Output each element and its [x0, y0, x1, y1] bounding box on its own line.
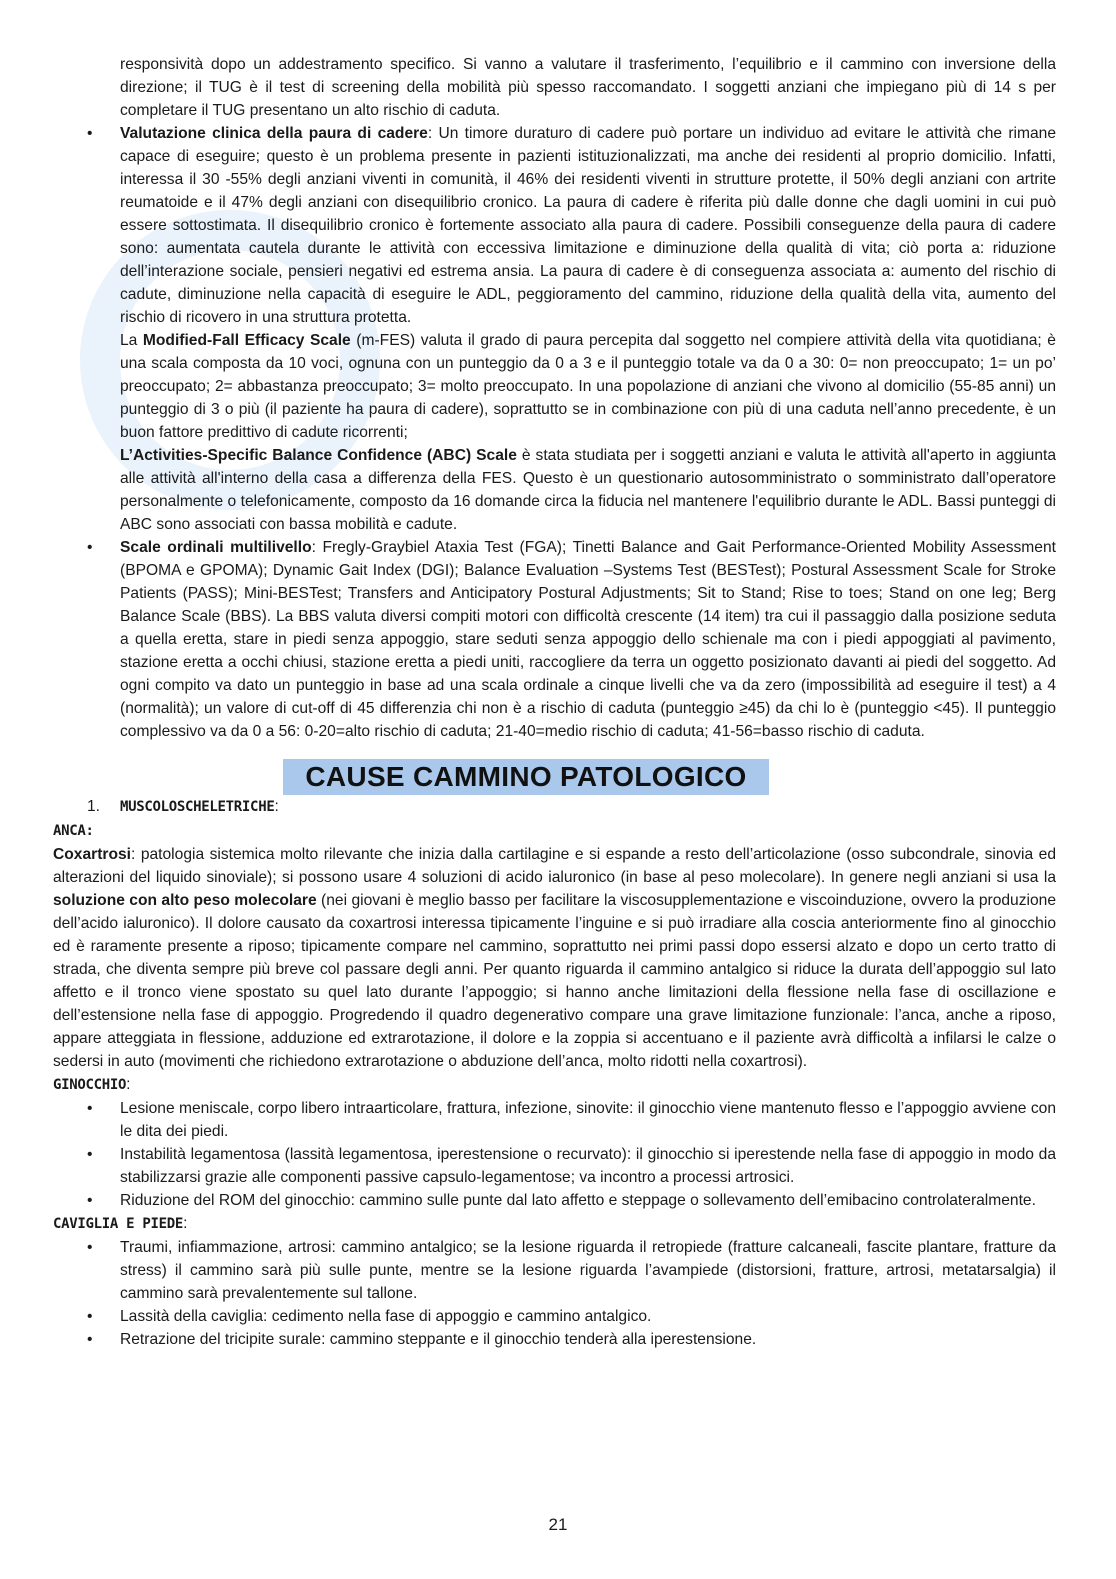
paragraph	[53, 329, 1056, 444]
bullet-item	[53, 536, 1056, 743]
bullet-item	[53, 1189, 1056, 1212]
bullet-icon: •	[87, 1192, 93, 1209]
text-run: è stata studiata per i soggetti anziani e valuta le attività all'aperto in aggiunta alle attività all'interno della casa a differenza della FES. Questo è un questionario autosomministrato o somministrato dall’operatore personalmente o telefonicamente, composto da 16 domande circa la fiducia nel mantenere l'equilibrio durante le ADL. Bassi punteggi di ABC sono associati con bassa mobilità e cadute.	[120, 447, 1056, 533]
text-run: Instabilità legamentosa (lassità legamentosa, iperestensione o recurvato): il ginocchio si iperestende nella fase di appoggio in modo da stabilizzarsi grazie alle componenti passive capsulo-legamentose; va incontro a processi artrosici.	[120, 1146, 1056, 1186]
bold-text: Modified-Fall Efficacy Scale	[142, 332, 351, 349]
bullet-item	[53, 1305, 1056, 1328]
list-number: 1.	[87, 798, 101, 815]
text-run: CAUSE CAMMINO PATOLOGICO	[305, 761, 747, 792]
bullet-item	[53, 1097, 1056, 1143]
text-run: ANCA:	[53, 823, 94, 839]
document-body	[53, 53, 1056, 1351]
bullet-icon: •	[87, 539, 93, 556]
numbered-heading	[53, 795, 1056, 819]
text-run: responsività dopo un addestramento specifico. Si vanno a valutare il trasferimento, l’equilibrio e il cammino con inversione della direzione; il TUG è il test di screening della mobilità più spesso raccomandato. I soggetti anziani che impiegano più di 14 s per completare il TUG presentano un alto rischio di caduta.	[120, 56, 1056, 119]
bullet-icon: •	[87, 1100, 93, 1117]
paragraph	[53, 843, 1056, 1073]
subsection-label	[53, 1073, 1056, 1097]
paragraph	[53, 53, 1056, 122]
bold-text: Scale ordinali multilivello	[120, 539, 312, 556]
text-run: Retrazione del tricipite surale: cammino steppante e il ginocchio tenderà alla iperestensione.	[120, 1331, 757, 1348]
text-run: : Un timore duraturo di cadere può portare un individuo ad evitare le attività che rimane capace di eseguire; questo è un problema presente in pazienti istituzionalizzati, ma anche dei residenti al proprio domicilio. Infatti, interessa il 30 -55% degli anziani viventi in comunità, il 46% dei residenti viventi in strutture protette, il 50% degli anziani con artrite reumatoide e il 47% degli anziani con disequilibrio cronico. La paura di cadere è riferita più dalle donne che dagli uomini in cui può essere sottostimata. Il disequilibrio cronico è fortemente associato alla paura di cadere. Possibili conseguenze della paura di cadere sono: aumentata cautela durante le attività con eccessiva limitazione e diminuzione della qualità di vita; ciò porta a: riduzione dell’interazione sociale, pensieri negativi ed estrema ansia. La paura di cadere è di conseguenza associata a: aumento del rischio di cadute, diminuzione nella capacità di eseguire le ADL, peggioramento del cammino, riduzione della qualità della vita, aumento del rischio di ricovero in una struttura protetta.	[120, 125, 1056, 326]
text-run: :	[126, 1076, 131, 1093]
bullet-icon: •	[87, 125, 93, 142]
text-run: MUSCOLOSCHELETRICHE	[120, 799, 275, 815]
text-run: (m-FES) valuta il grado di paura percepita dal soggetto nel compiere attività della vita quotidiana; è una scala composta da 10 voci, ognuna con un punteggio da 0 a 3 e il punteggio totale va da 0 a 30: 0= non preoccupato; 1= un po’ preoccupato; 2= abbastanza preoccupato; 3= molto preoccupato. In una popolazione di anziani che vivono al domicilio (55-85 anni) un punteggio di 3 o più (il paziente ha paura di cadere), soprattutto se in combinazione con più di una caduta nell’anno precedente, è un buon fattore predittivo di cadute ricorrenti;	[120, 332, 1056, 441]
paragraph	[53, 444, 1056, 536]
section-heading	[283, 759, 768, 795]
text-run: Lesione meniscale, corpo libero intraarticolare, frattura, infezione, sinovite: il ginocchio viene mantenuto flesso e l’appoggio avviene con le dita dei piedi.	[120, 1100, 1056, 1140]
bullet-item	[53, 1143, 1056, 1189]
bullet-item	[53, 122, 1056, 329]
text-run: Lassità della caviglia: cedimento nella fase di appoggio e cammino antalgico.	[120, 1308, 652, 1325]
bold-text: L’Activities-Specific Balance Confidence (ABC) Scale	[120, 447, 517, 464]
bullet-icon: •	[87, 1308, 93, 1325]
page-number: 21	[548, 1515, 568, 1534]
text-run: (nei giovani è meglio basso per facilitare la viscosupplementazione e viscoinduzione, ovvero la produzione dell’acido ialuronico). Il dolore causato da coxartrosi interessa tipicamente l’inguine e si può irradiare alla coscia anteriormente fino al ginocchio ed è raramente presente a riposo; tipicamente compare nel cammino, soprattutto nei primi passi dopo essersi alzato e dopo un certo tratto di strada, che diventa sempre più breve col passare degli anni. Per quanto riguarda il cammino antalgico si riduce la durata dell’appoggio sul lato affetto e il tronco viene spostato su quel lato durante l’appoggio; si hanno anche limitazioni della flessione nella fase di oscillazione e dell’estensione nella fase di appoggio. Progredendo il quadro degenerativo compare una grave limitazione funzionale: l’anca, anche a riposo, appare atteggiata in flessione, adduzione ed extrarotazione, il dolore e la zoppia si accentuano e il paziente avrà difficoltà a infilarsi le calze o sedersi in auto (movimenti che richiedono extrarotazione o abduzione dell’anca, molto ridotti nella coxartrosi).	[53, 892, 1056, 1070]
bold-text: Valutazione clinica della paura di cadere	[120, 125, 428, 142]
bullet-item	[53, 1328, 1056, 1351]
text-run: GINOCCHIO	[53, 1077, 127, 1093]
bold-text: soluzione con alto peso molecolare	[53, 892, 317, 909]
text-run: La	[120, 332, 143, 349]
text-run: :	[274, 798, 279, 815]
text-run: Traumi, infiammazione, artrosi: cammino antalgico; se la lesione riguarda il retropiede (fratture calcaneali, fascite plantare, fratture da stress) il cammino sarà più sulle punte, mentre se la lesione riguarda l’avampiede (distorsioni, fratture, artrosi, metatarsalgia) il cammino sarà prevalentemente sul tallone.	[120, 1239, 1056, 1302]
text-run: Riduzione del ROM del ginocchio: cammino sulle punte dal lato affetto e steppage o sollevamento dell’emibacino controlateralmente.	[120, 1192, 1036, 1209]
bullet-icon: •	[87, 1331, 93, 1348]
subsection-label	[53, 1212, 1056, 1236]
text-run: : patologia sistemica molto rilevante che inizia dalla cartilagine e si espande a resto dell’articolazione (osso subcondrale, sinovia ed alterazioni del liquido sinoviale); si possono usare 4 soluzioni di acido ialuronico (in base al peso molecolare). In genere negli anziani si usa la	[53, 846, 1056, 886]
text-run: :	[183, 1215, 188, 1232]
bullet-icon: •	[87, 1146, 93, 1163]
text-run: CAVIGLIA E PIEDE	[53, 1216, 184, 1232]
text-run: : Fregly-Graybiel Ataxia Test (FGA); Tinetti Balance and Gait Performance-Oriented Mobility Assessment (BPOMA e GPOMA); Dynamic Gait Index (DGI); Balance Evaluation –Systems Test (BESTest); Postural Assessment Scale for Stroke Patients (PASS); Mini-BESTest; Transfers and Anticipatory Postural Adjustments; Sit to Stand; Rise to toes; Stand on one leg; Berg Balance Scale (BBS). La BBS valuta diversi compiti motori con difficoltà crescente (14 item) tra cui il passaggio dalla posizione seduta a quella eretta, stare in piedi senza appoggio, stare seduti senza appoggio dello schienale ma con i piedi appoggiati al pavimento, stazione eretta a occhi chiusi, stazione eretta a piedi uniti, raccogliere da terra un oggetto posizionato davanti ai piedi del soggetto. Ad ogni compito va dato un punteggio in base ad una scala ordinale a cinque livelli che va da zero (impossibilità ad eseguire il test) a 4 (normalità); un valore di cut-off di 45 differenzia chi non è a rischio di caduta (punteggio ≥45) da chi lo è (punteggio <45). Il punteggio complessivo va da 0 a 56: 0-20=alto rischio di caduta; 21-40=medio rischio di caduta; 41-56=basso rischio di caduta.	[120, 539, 1056, 740]
bullet-item	[53, 1236, 1056, 1305]
subsection-label	[53, 819, 1056, 843]
bullet-icon: •	[87, 1239, 93, 1256]
bold-text: Coxartrosi	[53, 846, 131, 863]
